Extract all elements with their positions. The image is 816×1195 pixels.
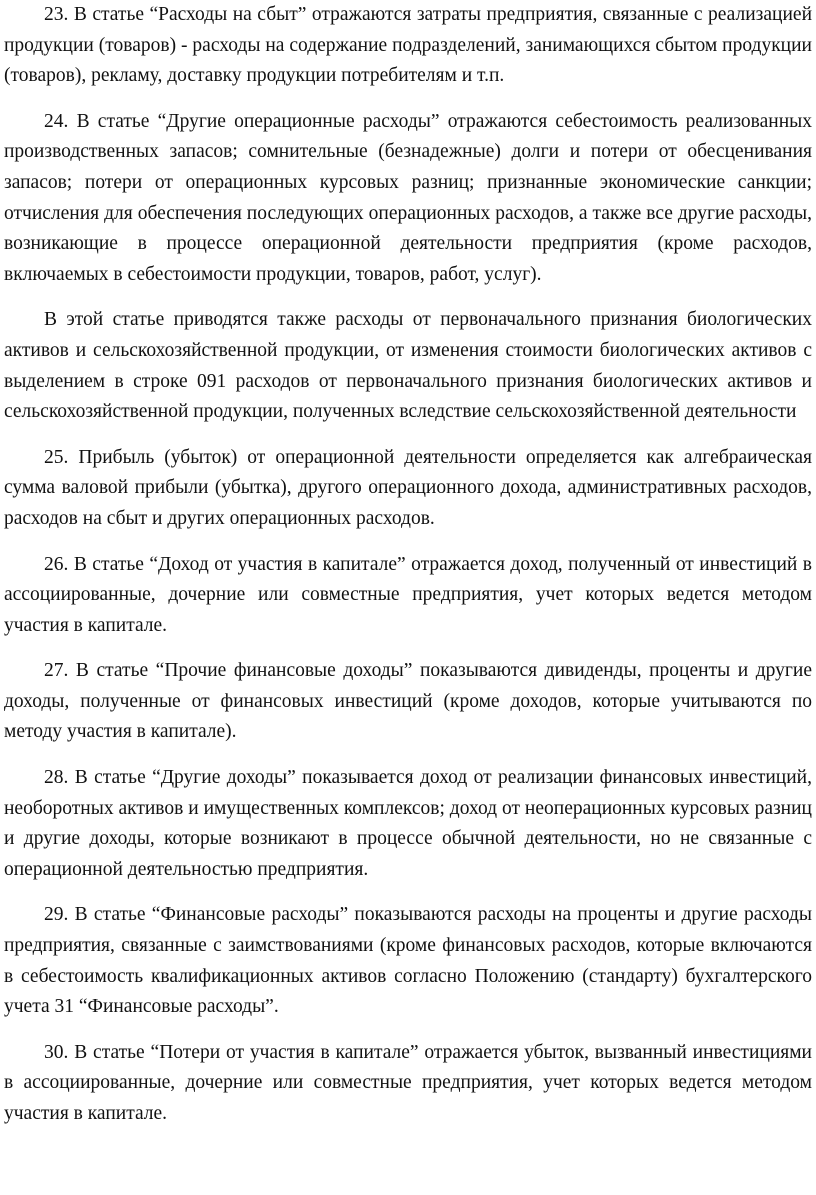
paragraph-item-27: 27. В статье “Прочие финансовые доходы” показываются дивиденды, проценты и другие доходы, полученные от финансовых инвестиций (кроме доходов, которые учитываются по методу участия в капитале).	[4, 660, 812, 743]
paragraph-item-25: 25. Прибыль (убыток) от операционной деятельности определяется как алгебраическая сумма валовой прибыли (убытка), другого операционного дохода, административных расходов, расходов на сбыт и других операционных расходов.	[4, 446, 812, 529]
paragraph-item-29: 29. В статье “Финансовые расходы” показываются расходы на проценты и другие расходы предприятия, связанные с заимствованиями (кроме финансовых расходов, которые включаются в себестоимость квалификационных активов согласно Положению (стандарту) бухгалтерского учета 31 “Финансовые расходы”.	[4, 904, 812, 1018]
paragraph-item-24-continued: В этой статье приводятся также расходы от первоначального признания биологических активов и сельскохозяйственной продукции, от изменения стоимости биологических активов с выделением в строке 091 расходов от первоначального признания биологических активов и сельскохозяйственной продукции, полученных вследствие сельскохозяйственной деятельности	[4, 309, 812, 423]
paragraph-item-24: 24. В статье “Другие операционные расходы” отражаются себестоимость реализованных производственных запасов; сомнительные (безнадежные) долги и потери от обесценивания запасов; потери от операционных курсовых разниц; признанные экономические санкции; отчисления для обеспечения последующих операционных расходов, а также все другие расходы, возникающие в процессе операционной деятельности предприятия (кроме расходов, включаемых в себестоимости продукции, товаров, работ, услуг).	[4, 110, 812, 285]
paragraph-item-30: 30. В статье “Потери от участия в капитале” отражается убыток, вызванный инвестициями в ассоциированные, дочерние или совместные предприятия, учет которых ведется методом участия в капитале.	[4, 1041, 812, 1124]
paragraph-item-28: 28. В статье “Другие доходы” показывается доход от реализации финансовых инвестиций, необоротных активов и имущественных комплексов; доход от неоперационных курсовых разниц и другие доходы, которые возникают в процессе обычной деятельности, но не связанные с операционной деятельностью предприятия.	[4, 767, 812, 880]
paragraph-item-26: 26. В статье “Доход от участия в капитале” отражается доход, полученный от инвестиций в ассоциированные, дочерние или совместные предприятия, учет которых ведется методом участия в капитале.	[4, 553, 812, 636]
paragraph-item-23: 23. В статье “Расходы на сбыт” отражаются затраты предприятия, связанные с реализацией продукции (товаров) - расходы на содержание подразделений, занимающихся сбытом продукции (товаров), рекламу, доставку продукции потребителям и т.п.	[4, 4, 812, 87]
